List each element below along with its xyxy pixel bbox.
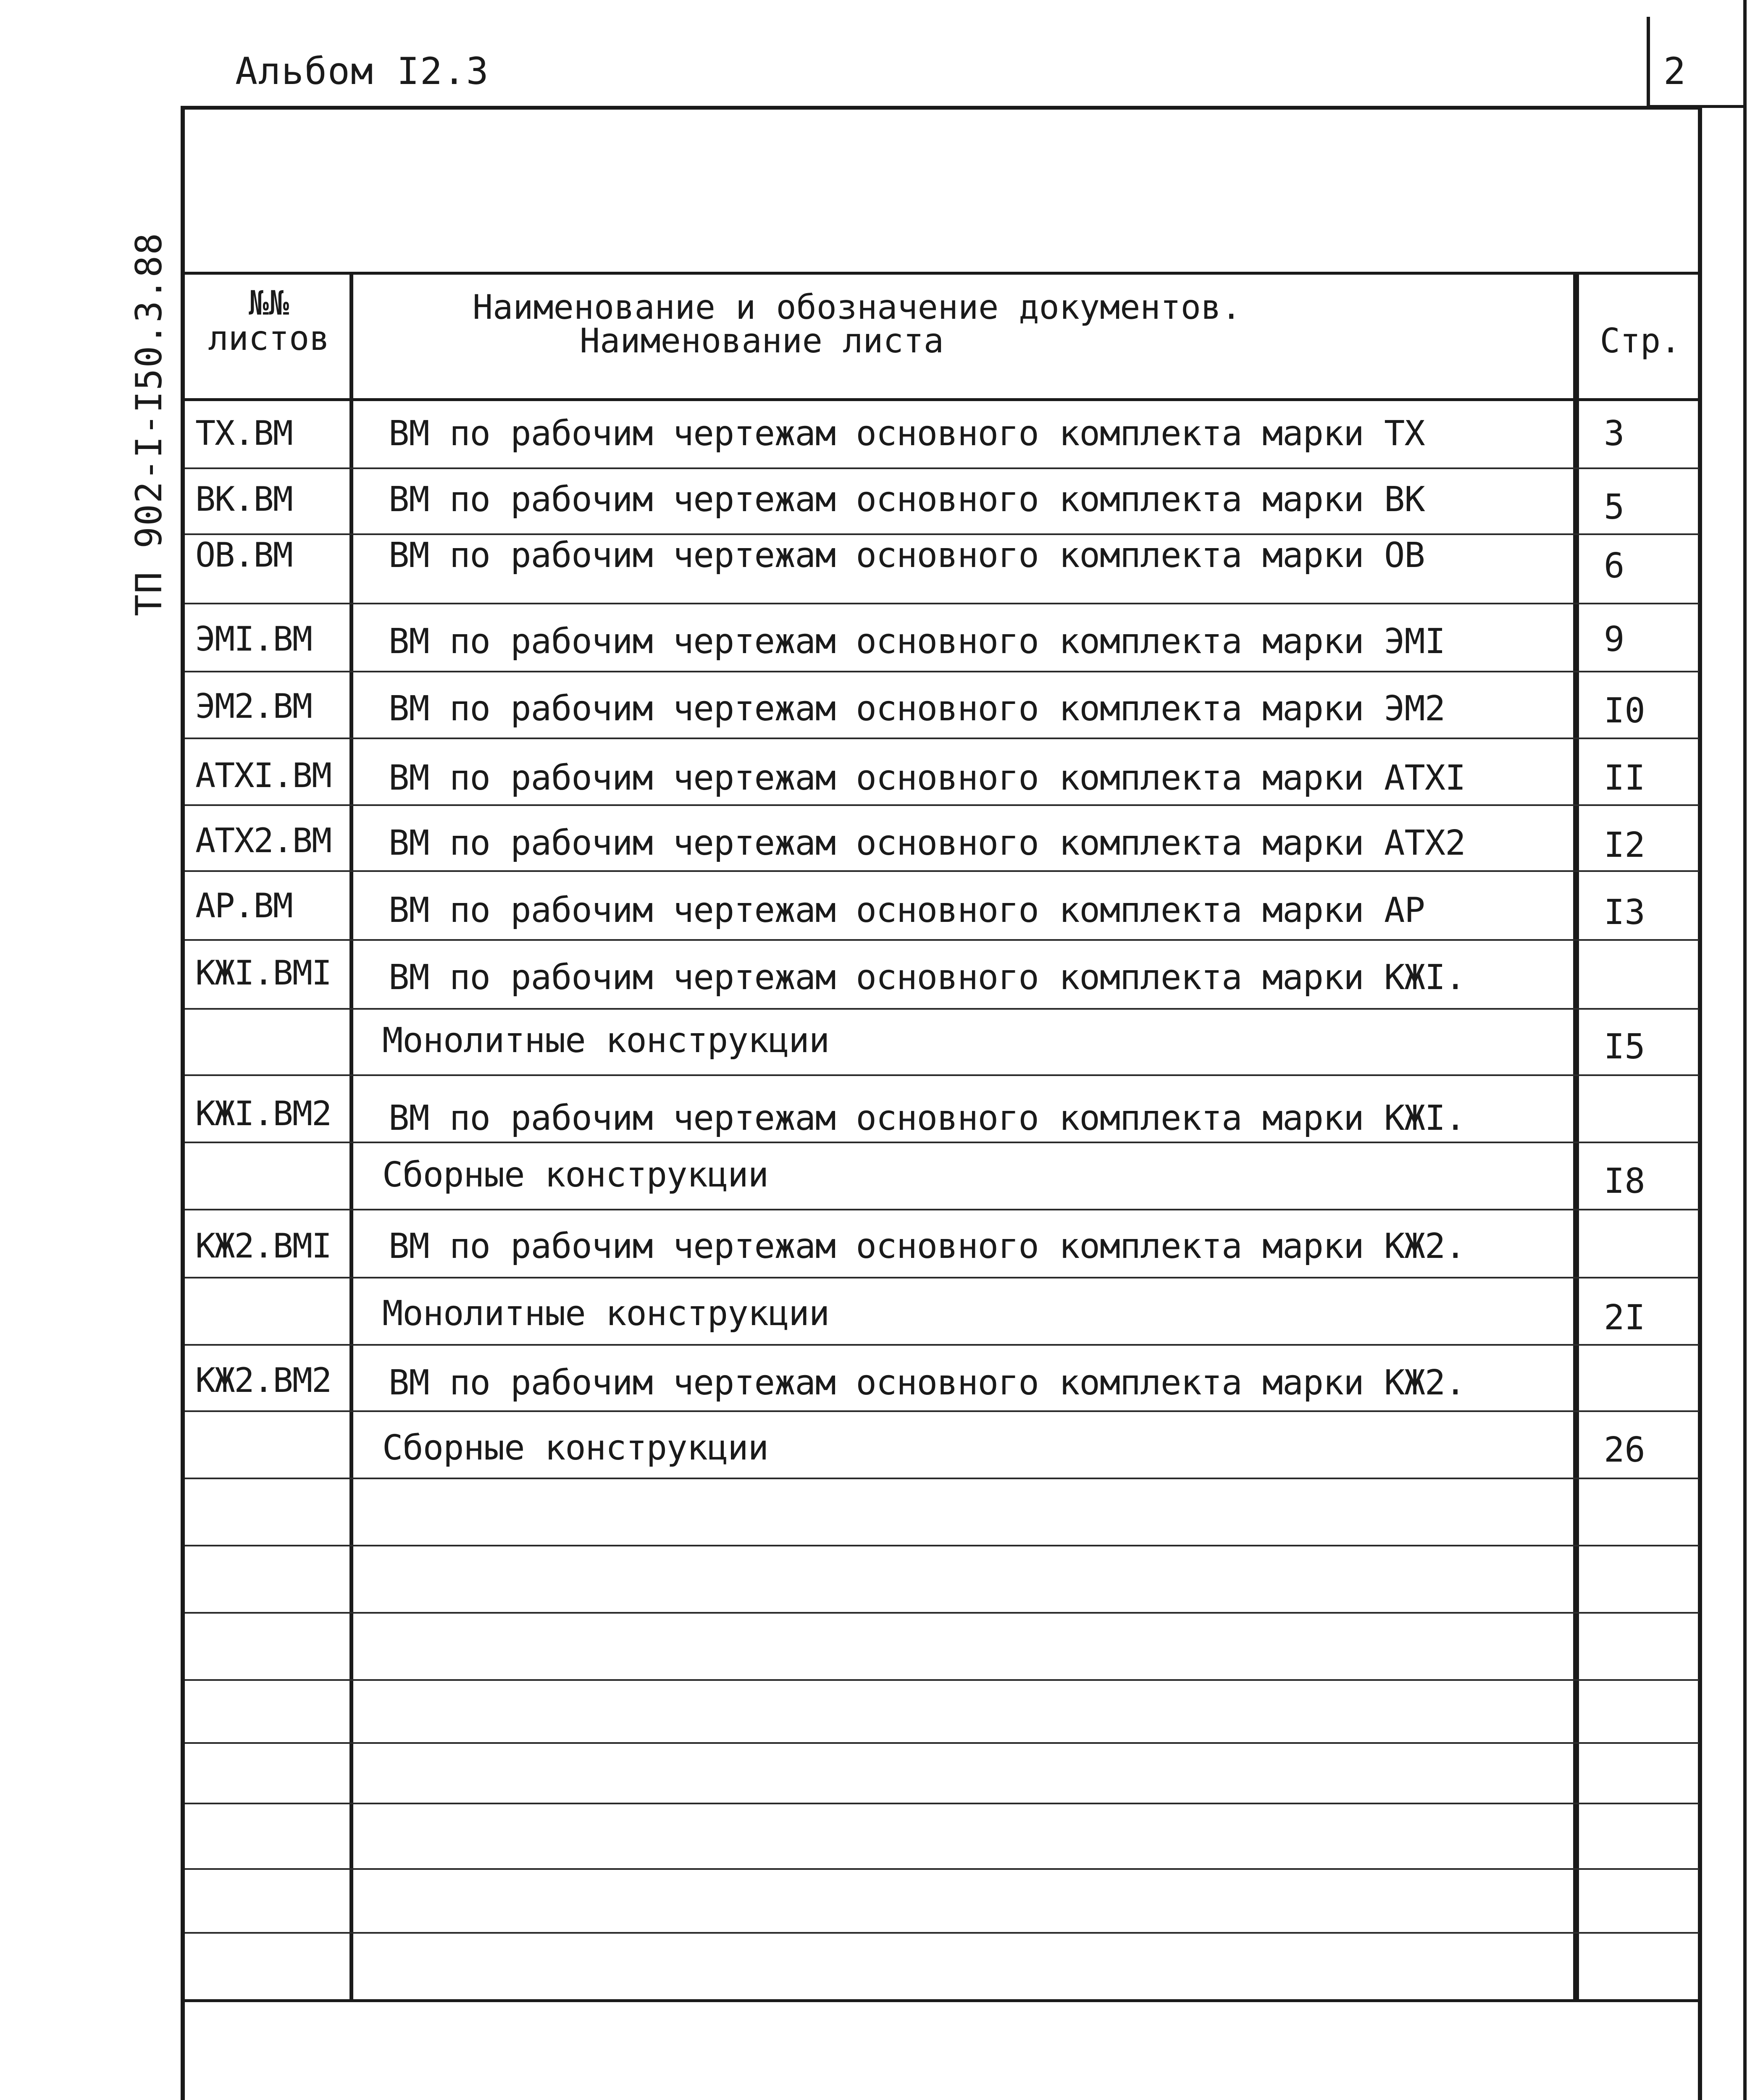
page-ref: 5 [1604,487,1625,527]
document-name: ВМ по рабочим чертежам основного комплекта марки КЖ2. [389,1226,1466,1266]
page-ref: 26 [1604,1430,1645,1470]
page-ref: 9 [1604,620,1625,659]
document-name: ВМ по рабочим чертежам основного комплекта марки ТХ [389,414,1425,454]
page-number-box-left [1647,17,1650,107]
page-ref: 3 [1604,414,1625,454]
page-ref: I0 [1604,691,1645,731]
page-ref: 6 [1604,546,1625,586]
document-name: ВМ по рабочим чертежам основного комплекта марки ЭМ2 [389,689,1445,729]
page-ref: I2 [1604,825,1645,865]
page-ref: 2I [1604,1298,1645,1338]
page-ref: I8 [1604,1161,1645,1201]
document-name: ВМ по рабочим чертежам основного комплекта марки АР [389,890,1425,930]
sheet-code: КЖI.ВМ2 [195,1094,331,1133]
column-header-name-line2: Наименование листа [580,321,944,360]
document-name: ВМ по рабочим чертежам основного комплекта марки КЖI. [389,1098,1466,1138]
sheet-code: ОВ.ВМ [195,536,292,575]
sheet-code: АТХ2.ВМ [195,821,331,860]
page-ref: I5 [1604,1027,1645,1067]
sheet-code: АР.ВМ [195,886,292,925]
page-ref: II [1604,758,1645,798]
document-name: Сборные конструкции [382,1428,768,1468]
album-title: Альбом I2.3 [235,50,489,93]
page-number: 2 [1663,50,1686,93]
document-code-vertical: ТП 902-I-I50.3.88 [128,232,170,617]
document-name: ВМ по рабочим чертежам основного комплекта марки ВК [389,480,1425,520]
sheet-code: КЖI.ВМI [195,953,331,992]
sheet-code: ЭМ2.ВМ [195,687,312,726]
sheet-code: ТХ.ВМ [195,414,292,453]
document-name: Сборные конструкции [382,1155,768,1195]
document-name: ВМ по рабочим чертежам основного комплекта марки ЭМI [389,622,1445,662]
column-header-page: Стр. [1600,321,1681,360]
page-ref: I3 [1604,892,1645,932]
document-name: Монолитные конструкции [382,1294,830,1334]
document-name: ВМ по рабочим чертежам основного комплекта марки КЖI. [389,958,1466,998]
column-header-name-line1: Наименование и обозначение документов. [473,288,1242,327]
sheet-code: КЖ2.ВМI [195,1226,331,1265]
sheet-code: АТХI.ВМ [195,756,331,795]
document-name: ВМ по рабочим чертежам основного комплекта марки АТХI [389,758,1466,798]
document-name: ВМ по рабочим чертежам основного комплекта марки ОВ [389,536,1425,575]
document-name: ВМ по рабочим чертежам основного комплекта марки АТХ2 [389,823,1466,863]
sheet-code: ЭМI.ВМ [195,620,312,659]
sheet-code: КЖ2.ВМ2 [195,1361,331,1400]
document-name: ВМ по рабочим чертежам основного комплекта марки КЖ2. [389,1363,1466,1403]
document-name: Монолитные конструкции [382,1021,830,1060]
column-header-sheets: №№ листов [208,284,330,358]
sheet-code: ВК.ВМ [195,480,292,519]
